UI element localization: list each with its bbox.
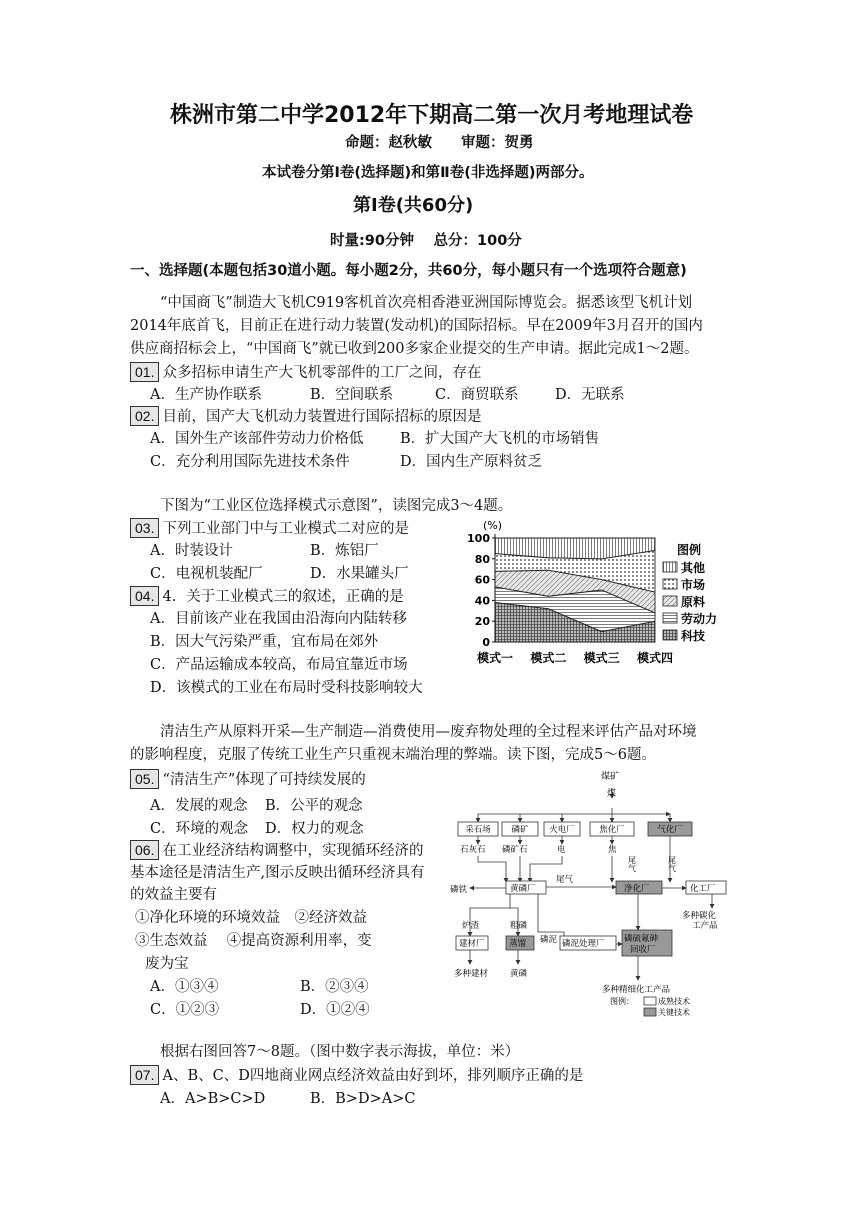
node-exhaust-3: 尾气 — [556, 875, 574, 885]
question-05 — [130, 769, 366, 791]
y-tick-label: 80 — [474, 552, 490, 566]
legend-entry: 原料 — [681, 595, 706, 609]
node-fine-chemicals: 多种精细化工产品 — [602, 985, 671, 995]
legend-entry: 市场 — [681, 578, 706, 592]
q04-option-a: A．目前该产业在我国由沿海向内陆转移 — [150, 611, 407, 627]
node-exhaust-1: 尾气 — [627, 856, 637, 872]
q06-option-a: A．①③④ — [150, 979, 219, 995]
question-number: 02. — [130, 406, 159, 426]
node-recovery-plant-1: 磷硫氟砷 — [624, 934, 659, 944]
industry-location-chart — [455, 518, 745, 674]
q03-option-c: C．电视机装配厂 — [150, 566, 263, 582]
node-slag: 炉渣 — [462, 921, 480, 931]
node-limestone: 石灰石 — [460, 845, 486, 855]
node-row1: 磷矿 — [511, 825, 529, 835]
passage-4: 根据右图回答7～8题。（图中数字表示海拔，单位：米） — [160, 1044, 520, 1060]
q06-line-2: 基本途径是清洁生产,图示反映出循环经济具有 — [130, 865, 425, 881]
y-tick-label: 60 — [474, 573, 490, 587]
passage-1-line-2: 2014年底首飞，目前正在进行动力装置(发动机)的国际招标。早在2009年3月召开的国内 — [130, 318, 703, 334]
time-score: 时量:90分钟 总分：100分 — [330, 233, 522, 249]
q02-option-c: C．充分利用国际先进技术条件 — [150, 454, 350, 470]
x-tick-label: 模式二 — [530, 651, 567, 665]
y-tick-label: 0 — [482, 636, 490, 649]
question-number: 03. — [130, 518, 159, 538]
q06-item-2: ③生态效益 ④提高资源利用率，变 — [135, 933, 372, 949]
authors: 命题：赵秋敏 审题：贺勇 — [345, 135, 534, 151]
legend-key-tech: 关键技术 — [658, 1008, 690, 1017]
node-exhaust-2: 尾气 — [667, 856, 677, 872]
node-carbon-products-2: 工产品 — [692, 921, 718, 931]
node-phosphate-ore: 磷矿石 — [502, 845, 528, 855]
x-tick-label: 模式四 — [636, 651, 674, 665]
question-04 — [130, 586, 404, 608]
x-tick-label: 模式三 — [583, 651, 620, 665]
question-01 — [130, 362, 481, 384]
q02-option-d: D．国内生产原料贫乏 — [400, 454, 543, 470]
q07-option-a: A．A>B>C>D — [160, 1091, 266, 1107]
passage-2: 下图为“工业区位选择模式示意图”，读图完成3～4题。 — [160, 498, 513, 514]
legend-mature-tech: 成熟技术 — [658, 997, 690, 1006]
q04-option-c: C．产品运输成本较高，布局宜靠近市场 — [150, 657, 408, 673]
q03-option-a: A．时装设计 — [150, 543, 233, 559]
question-number: 07. — [130, 1065, 159, 1085]
q06-line-3: 的效益主要有 — [130, 887, 217, 903]
section-heading: 一、选择题(本题包括30道小题。每小题2分，共60分，每小题只有一个选项符合题意) — [130, 263, 687, 279]
node-carbon-products-1: 多种碳化 — [682, 911, 717, 921]
question-number: 05. — [130, 769, 159, 789]
node-row1: 火电厂 — [549, 825, 575, 835]
q01-option-a: A．生产协作联系 — [150, 387, 262, 403]
intro: 本试卷分第Ⅰ卷(选择题)和第Ⅱ卷(非选择题)两部分。 — [262, 165, 594, 181]
question-stem: 下列工业部门中与工业模式二对应的是 — [162, 521, 409, 537]
legend-swatch — [663, 613, 677, 623]
node-yellow-phosphorus-plant: 黄磷厂 — [510, 884, 536, 894]
q07-option-b: B．B>D>A>C — [310, 1091, 416, 1107]
question-03 — [130, 518, 409, 540]
question-stem: “清洁生产”体现了可持续发展的 — [162, 772, 366, 788]
y-tick-label: 40 — [474, 594, 490, 608]
legend-label: 图例： — [610, 997, 634, 1006]
q03-option-b: B．炼铝厂 — [310, 543, 379, 559]
q01-option-c: C．商贸联系 — [435, 387, 519, 403]
q01-option-d: D．无联系 — [555, 387, 625, 403]
legend-entry: 科技 — [681, 629, 706, 643]
question-02 — [130, 406, 481, 428]
node-building-materials: 多种建材 — [454, 969, 489, 979]
node-coal-mine: 煤矿 — [601, 772, 620, 782]
passage-1-line-1: “中国商飞”制造大飞机C919客机首次亮相香港亚洲国际博览会。据悉该型飞机计划 — [160, 295, 693, 311]
node-purification-plant: 净化厂 — [624, 884, 650, 894]
node-coke: 焦 — [608, 845, 617, 855]
q04-option-b: B．因大气污染严重，宜布局在郊外 — [150, 634, 379, 650]
q06-option-c: C．①②③ — [150, 1002, 220, 1018]
question-stem: 在工业经济结构调整中，实现循环经济的 — [162, 843, 424, 859]
x-tick-label: 模式一 — [476, 651, 514, 665]
question-number: 06. — [130, 840, 159, 860]
question-number: 01. — [130, 362, 159, 382]
q05-option-b: B．公平的观念 — [265, 798, 363, 814]
node-chemical-plant: 化工厂 — [690, 884, 716, 894]
q06-item-3: 废为宝 — [145, 956, 189, 972]
question-stem: 众多招标申请生产大飞机零部件的工厂之间，存在 — [162, 365, 482, 381]
node-crude-phosphorus: 粗磷 — [510, 921, 528, 931]
q01-option-b: B．空间联系 — [310, 387, 394, 403]
node-recovery-plant-2: 回收厂 — [630, 945, 656, 955]
question-06 — [130, 840, 423, 862]
passage-1-line-3: 供应商招标会上，“中国商飞”就已收到200多家企业提交的生产申请。据此完成1～2题。 — [130, 341, 699, 357]
node-row1: 焦化厂 — [599, 825, 625, 835]
legend-entry: 其他 — [681, 561, 706, 575]
node-row1: 采石场 — [465, 825, 491, 835]
question-07 — [130, 1065, 583, 1087]
q05-option-c: C．环境的观念 — [150, 821, 249, 837]
passage-3-line-1: 清洁生产从原料开采—生产制造—消费使用—废弃物处理的全过程来评估产品对环境 — [160, 724, 697, 740]
y-tick-label: 100 — [467, 532, 490, 545]
question-stem: A、B、C、D四地商业网点经济效益由好到坏，排列顺序正确的是 — [162, 1068, 584, 1084]
legend-swatch — [663, 562, 677, 572]
question-number: 04. — [130, 586, 159, 606]
q06-option-d: D．①②④ — [300, 1002, 370, 1018]
legend-swatch — [663, 630, 677, 640]
q04-option-d: D．该模式的工业在布局时受科技影响较大 — [150, 680, 423, 696]
node-ferrophosphorus: 磷铁 — [450, 885, 468, 895]
node-distillation: 蒸馏 — [509, 939, 527, 949]
question-stem: 目前，国产大飞机动力装置进行国际招标的原因是 — [162, 409, 482, 425]
part-title: 第Ⅰ卷(共60分) — [353, 195, 474, 216]
node-coal: 煤 — [607, 789, 617, 799]
q05-option-d: D．权力的观念 — [265, 821, 364, 837]
node-building-material-plant: 建材厂 — [459, 939, 485, 949]
circular-economy-diagram — [450, 768, 750, 1024]
q06-option-b: B．②③④ — [300, 979, 369, 995]
q05-option-a: A．发展的观念 — [150, 798, 248, 814]
y-tick-label: 20 — [474, 615, 490, 629]
q03-option-d: D．水果罐头厂 — [310, 566, 409, 582]
question-stem: 4．关于工业模式三的叙述，正确的是 — [162, 589, 404, 605]
node-phosphorus-sludge: 磷泥 — [540, 935, 558, 945]
legend-swatch — [663, 579, 677, 589]
node-yellow-phosphorus: 黄磷 — [510, 969, 528, 979]
q02-option-a: A．国外生产该部件劳动力价格低 — [150, 431, 364, 447]
node-electricity: 电 — [557, 845, 566, 855]
y-axis-unit: (%) — [483, 519, 503, 532]
passage-3-line-2: 的影响程度，克服了传统工业生产只重视末端治理的弊端。读下图，完成5～6题。 — [130, 747, 656, 763]
legend-title: 图例 — [677, 543, 702, 557]
legend-entry: 劳动力 — [681, 612, 718, 626]
node-sludge-treatment-plant: 磷泥处理厂 — [562, 939, 605, 949]
legend-swatch — [663, 596, 677, 606]
page-title: 株洲市第二中学2012年下期高二第一次月考地理试卷 — [170, 103, 694, 128]
node-row1: 气化厂 — [657, 825, 683, 835]
q02-option-b: B．扩大国产大飞机的市场销售 — [400, 431, 600, 447]
q06-item-1: ①净化环境的环境效益 ②经济效益 — [135, 910, 367, 926]
